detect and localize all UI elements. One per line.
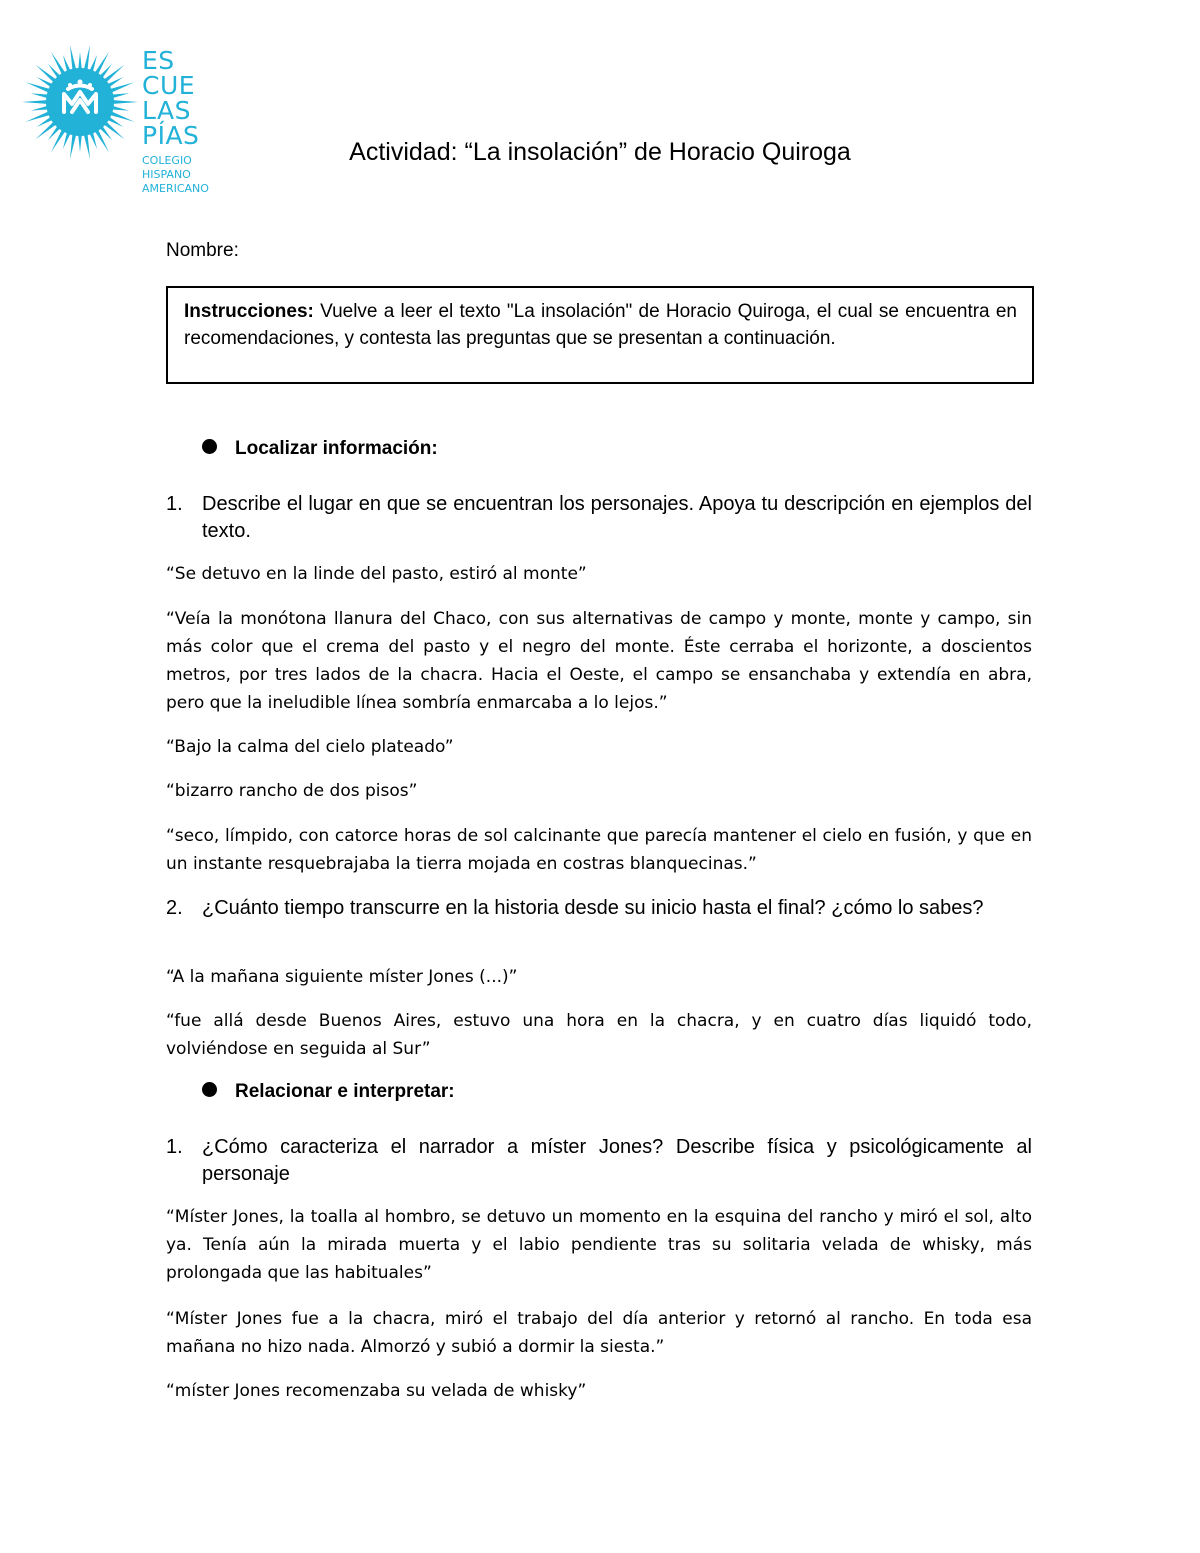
text-quote: “Se detuvo en la linde del pasto, estiró al monte” [166,564,587,584]
section-heading-text: Localizar información: [235,438,438,459]
text-quote: “Veía la monótona llanura del Chaco, con sus alternativas de campo y monte, monte y campo, sin más color que el crema del pasto y el negro del monte. Éste cerraba el horizonte, a doscientos metros, por tres lados de la chacra. Hacia el Oeste, el campo se ensanchaba y extendía en abra, pero que la ineludible línea sombría enmarcaba a lo lejos.” [166,609,1032,713]
question-text: ¿Cómo caracteriza el narrador a míster Jones? Describe física y psicológicamente al personaje [202,1136,1032,1185]
logo-wordmark [142,48,199,148]
question-item [166,895,1032,922]
text-quote: “Míster Jones, la toalla al hombro, se detuvo un momento en la esquina del rancho y miró el sol, alto ya. Tenía aún la mirada muerta y el labio pendiente tras su solitaria velada de whisky, más prolongada que las habituales” [166,1207,1032,1283]
logo-sub-line: COLEGIO [142,154,192,167]
text-quote: “Bajo la calma del cielo plateado” [166,737,454,757]
question-text: Describe el lugar en que se encuentran los personajes. Apoya tu descripción en ejemplos del texto. [202,493,1032,542]
instructions-text: Vuelve a leer el texto "La insolación" de Horacio Quiroga, el cual se encuentra en recomendaciones, y contesta las preguntas que se presentan a continuación. [184,301,1017,349]
school-logo [20,42,225,202]
question-item [166,1134,1032,1188]
section-heading [202,1081,455,1103]
logo-line: ES [142,46,175,75]
text-quote: “A la mañana siguiente míster Jones (...)” [166,967,518,987]
question-number: 2. [166,897,183,919]
bullet-icon [202,439,217,454]
question-number: 1. [166,493,183,515]
instructions-label: Instrucciones: [184,301,314,322]
logo-line: LAS [142,96,191,125]
question-item [166,491,1032,545]
question-text: ¿Cuánto tiempo transcurre en la historia desde su inicio hasta el final? ¿cómo lo sabes? [202,897,984,919]
name-label: Nombre: [166,240,239,261]
logo-line: CUE [142,71,196,100]
logo-sub-line: HISPANO [142,168,191,181]
text-quote: “fue allá desde Buenos Aires, estuvo una hora en la chacra, y en cuatro días liquidó todo, volviéndose en seguida al Sur” [166,1011,1032,1059]
text-quote: “Míster Jones fue a la chacra, miró el trabajo del día anterior y retornó al rancho. En toda esa mañana no hizo nada. Almorzó y subió a dormir la siesta.” [166,1309,1032,1357]
section-heading-text: Relacionar e interpretar: [235,1081,455,1102]
question-number: 1. [166,1136,183,1158]
page-title-text: Actividad: “La insolación” de Horacio Quiroga [349,138,851,166]
logo-line: PÍAS [142,121,200,150]
section-heading [202,438,438,460]
instructions-box [166,286,1034,384]
text-quote: “míster Jones recomenzaba su velada de whisky” [166,1381,587,1401]
bullet-icon [202,1082,217,1097]
text-quote: “bizarro rancho de dos pisos” [166,781,418,801]
text-quote: “seco, límpido, con catorce horas de sol calcinante que parecía mantener el cielo en fusión, y que en un instante resquebrajaba la tierra mojada en costras blanquecinas.” [166,826,1032,874]
logo-sub-line: AMERICANO [142,182,209,195]
page-title [0,138,1200,167]
